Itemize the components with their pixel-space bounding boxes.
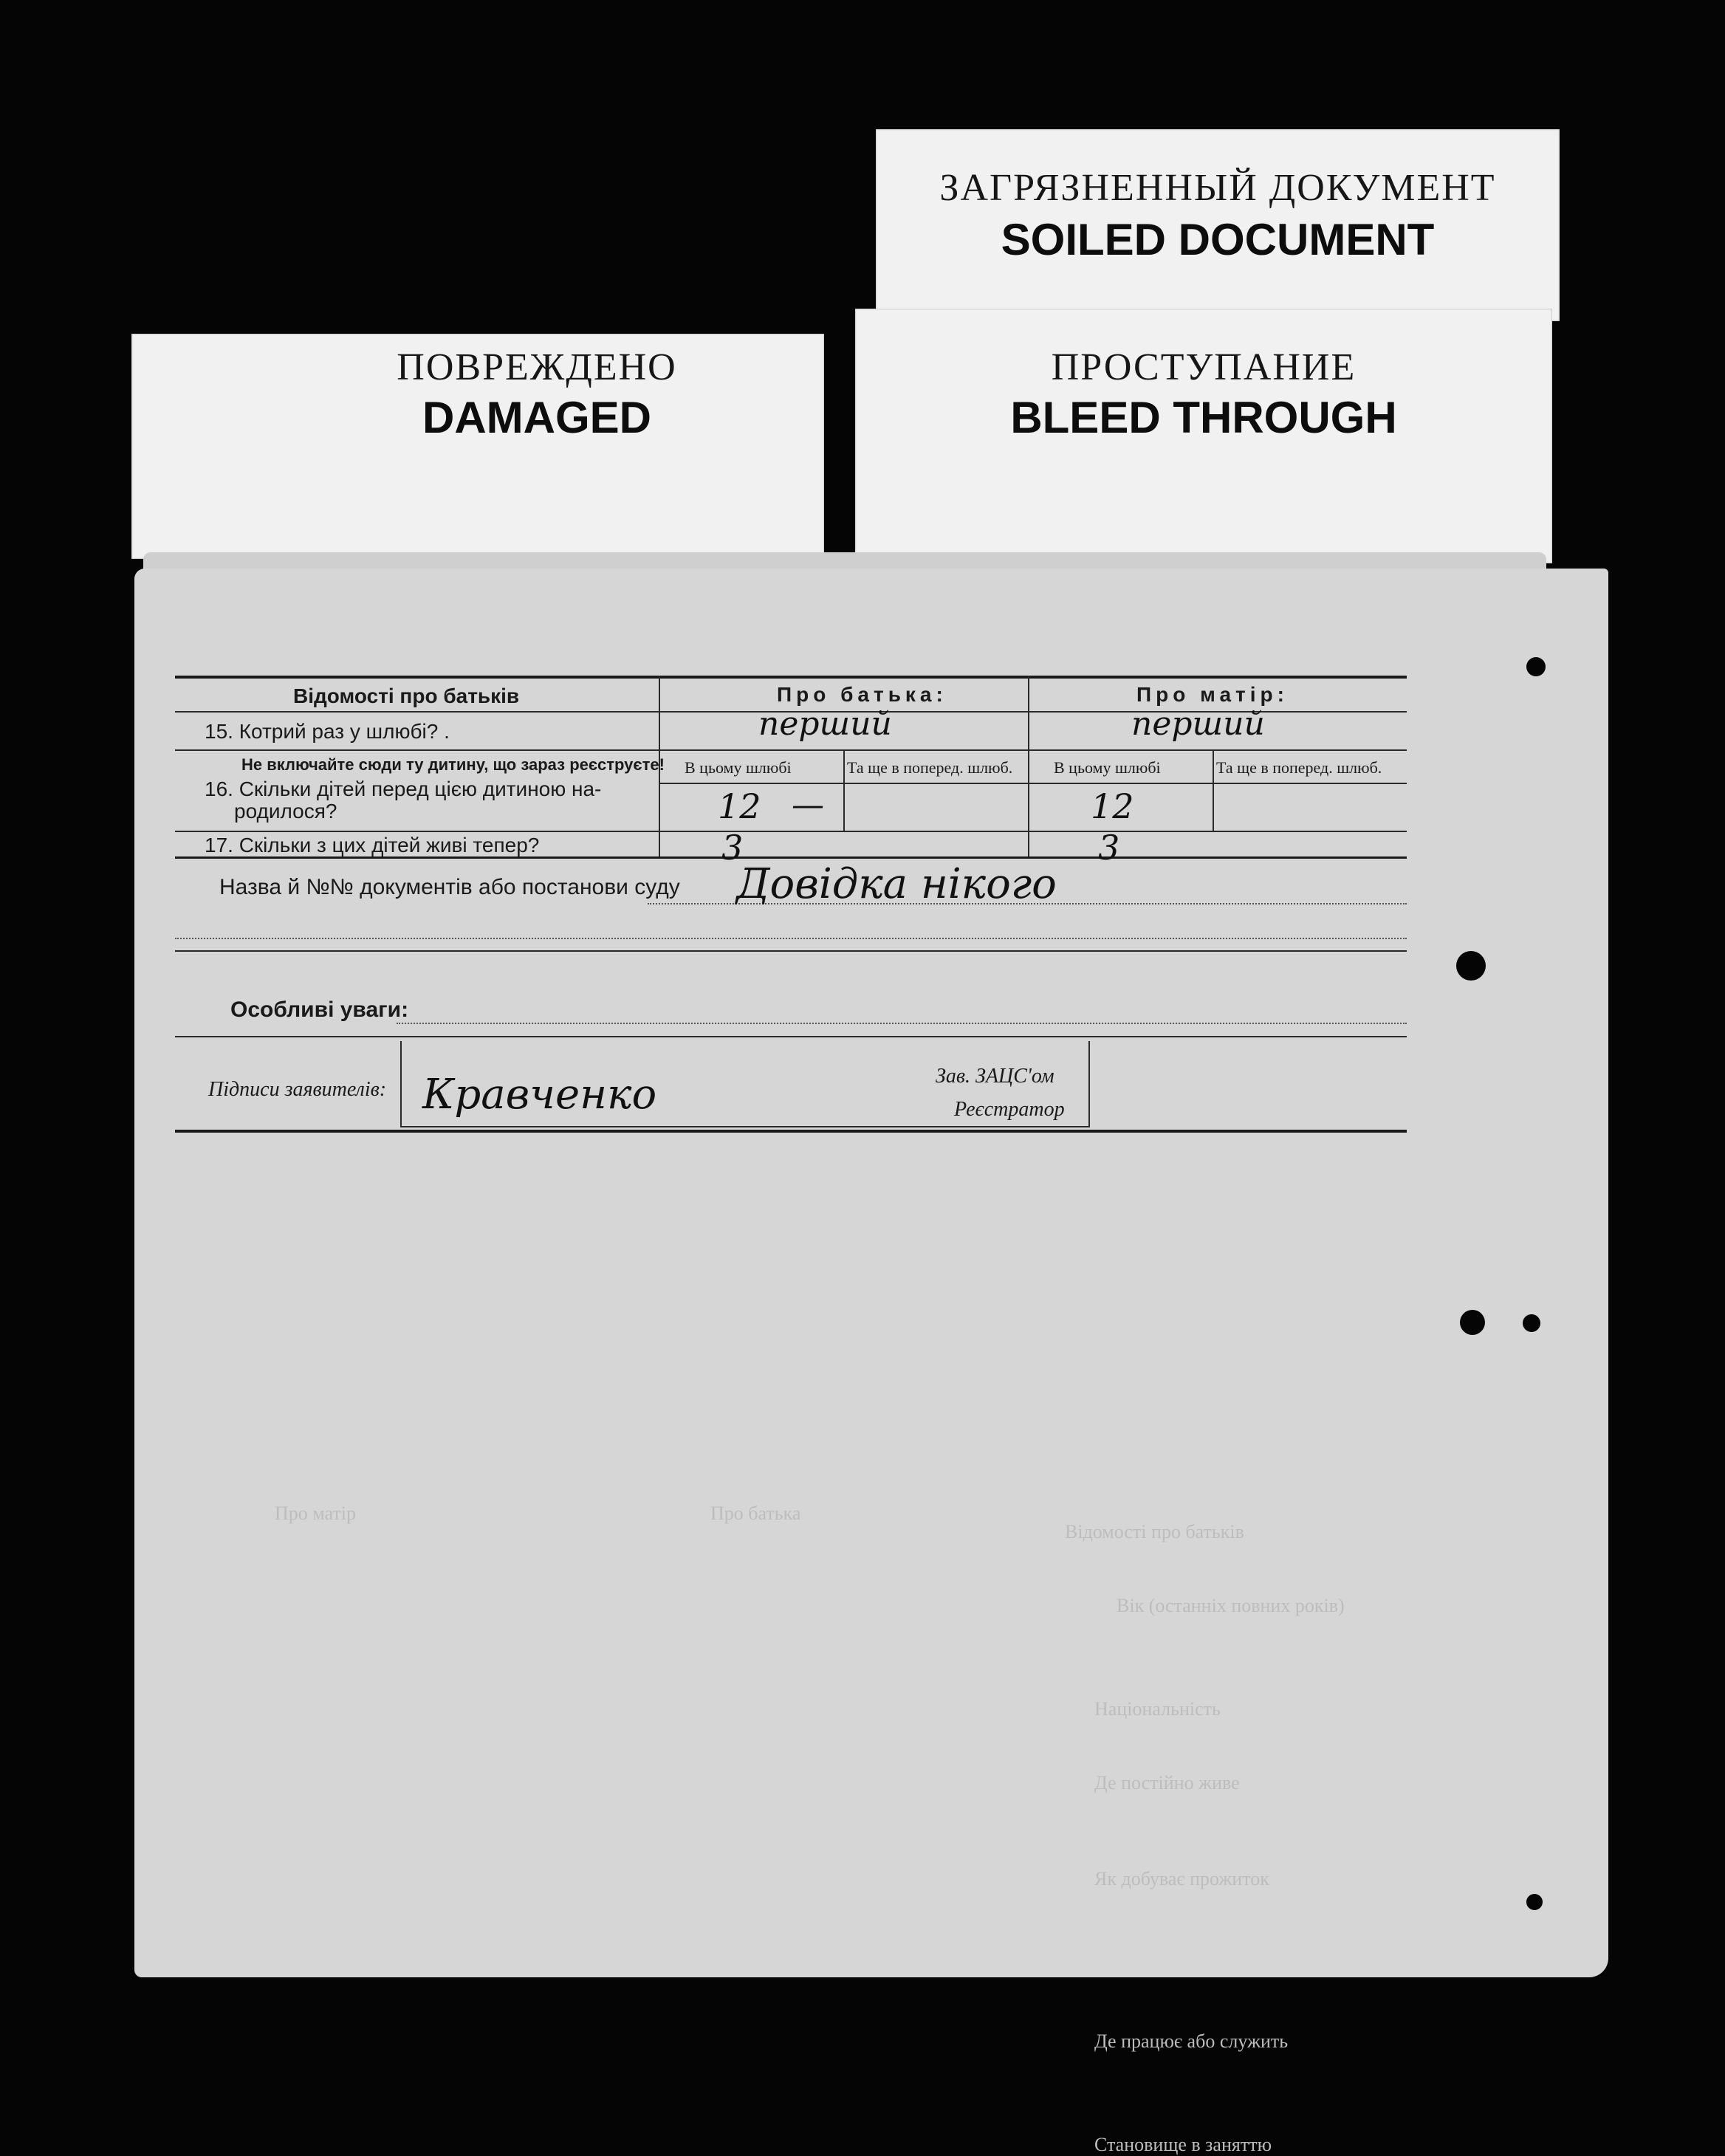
row-rule [175,831,1407,832]
documents-line-2 [175,938,1407,939]
question-15: 15. Котрий раз у шлюбі? . [205,720,450,743]
bleed-through-text: Як добуває прожиток [1094,1868,1269,1889]
bleed-through-text: Вік (останніх повних років) [1117,1595,1345,1616]
registrar-label: Реєстратор [954,1098,1065,1121]
column-divider [843,749,845,831]
bottom-rule [175,1130,1407,1133]
bleed-label-ru: ПРОСТУПАНИЕ [1051,346,1357,388]
soiled-document-label [876,129,1560,321]
bleed-through-text: Національність [1094,1698,1221,1720]
subheader-rule [659,783,1407,784]
column-divider [1213,749,1214,831]
document-handwriting: Довідка нікого [736,860,1057,908]
documents-label: Назва й №№ документів або постанови суду [219,875,680,899]
mother-in-this-marriage: В цьому шлюбі [1054,758,1161,777]
row-rule [175,1036,1407,1037]
question-17: 17. Скільки з цих дітей живі тепер? [205,834,540,856]
father-marriage-handwriting: перший [758,705,892,743]
column-divider [1028,676,1029,856]
row-rule [175,856,1407,859]
head-zags-label: Зав. ЗАЦС'ом [936,1065,1054,1088]
bleed-label-en: BLEED THROUGH [1010,393,1397,442]
punch-hole [1456,951,1486,981]
bleed-through-text: Про батька [710,1503,801,1524]
punch-hole [1526,1894,1543,1910]
bleed-through-text: Де працює або служить [1094,2030,1289,2052]
row-rule [175,749,1407,751]
top-rule [175,676,1407,679]
bleed-through-text: Становище в заняттю [1094,2134,1272,2155]
mother-children-handwriting: 12 [1091,786,1134,826]
signatures-label: Підписи заявителів: [208,1078,387,1101]
bleed-through-text: Де постійно живе [1094,1772,1240,1793]
parents-info-header: Відомості про батьків [293,684,520,707]
punch-hole [1523,1314,1540,1332]
damaged-label [131,334,824,559]
father-children-handwriting: 12 [718,786,761,826]
father-children-prev-handwriting: — [792,786,824,824]
bleed-through-label [855,309,1552,563]
question-16-line1: 16. Скільки дітей перед цією дитиною на- [205,777,602,800]
about-father-header: Про батька: [777,683,947,706]
father-in-this-marriage: В цьому шлюбі [685,758,792,777]
soiled-label-en: SOILED DOCUMENT [1001,215,1435,264]
damaged-label-ru: ПОВРЕЖДЕНО [397,346,677,388]
special-notes-line [397,1023,1407,1024]
about-mother-header: Про матір: [1136,683,1289,706]
special-notes-label: Особливі уваги: [230,998,409,1022]
father-living-handwriting: 3 [721,828,744,868]
exclusion-note: Не включайте сюди ту дитину, що зараз реєструєте! [241,755,665,774]
damaged-label-en: DAMAGED [422,393,651,442]
signature-handwriting: Кравченко [422,1071,657,1119]
soiled-label-ru: ЗАГРЯЗНЕННЫЙ ДОКУМЕНТ [939,167,1496,209]
document-sheet [134,569,1608,2155]
punch-hole [1460,1310,1485,1335]
bleed-through-text: Про матір [275,1503,357,1524]
question-16-line2: родилося? [234,800,337,823]
father-previous-marriage: Та ще в поперед. шлюб. [847,758,1013,777]
mother-marriage-handwriting: перший [1131,705,1265,743]
row-rule [175,950,1407,952]
mother-living-handwriting: 3 [1098,828,1120,868]
punch-hole [1526,657,1546,676]
mother-previous-marriage: Та ще в поперед. шлюб. [1216,758,1382,777]
bleed-through-text: Відомості про батьків [1065,1521,1244,1542]
